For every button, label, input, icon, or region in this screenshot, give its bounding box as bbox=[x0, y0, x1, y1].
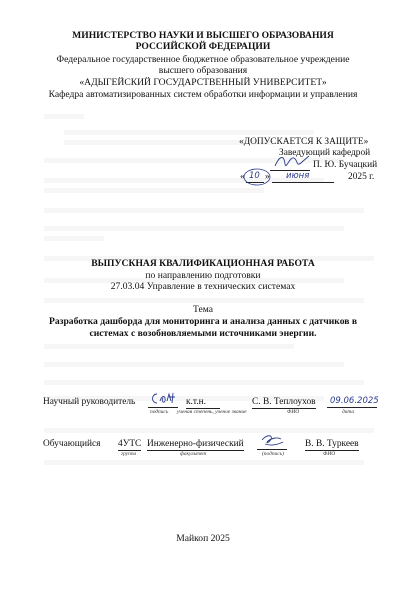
institution-line-2: высшего образования bbox=[158, 65, 248, 76]
caption-student-signature: (подпись) bbox=[262, 451, 284, 457]
caption-faculty: факультет bbox=[180, 451, 207, 457]
thesis-title-page: МИНИСТЕРСТВО НАУКИ И ВЫСШЕГО ОБРАЗОВАНИЯ РОССИЙСКОЙ ФЕДЕРАЦИИ Федеральное государственное бюджетное образовательное учреждение высшего образования «АДЫГЕЙСКИЙ ГОСУДАРСТВЕННЫЙ УНИВЕРСИТЕТ» Кафедра автоматизированных систем обработки информации и управления «ДОПУСКАЕТСЯ К ЗАЩИТЕ» Заведующий кафедрой П. Ю. Бучацкий « 10 » июня 2025 г. ВЫПУСКНАЯ КВАЛИФИКАЦИОННАЯ РАБОТА по направлению подготовки 27.03.04 Управление в технических системах Тема Разработка дашборда для мониторинга и анализа данных с датчиков в системах с возобновляемыми источниками энергии. Научный руководитель к.т.н. С. В. Теплоухов 09.06.2025 подпись ученая степень, ученое звание ФИО дата Обучающийся 4УТС Инженерно-физический В. В. Туркеев группа факультет (подпись) ФИО Майкоп 2025 bbox=[0, 0, 406, 602]
head-signature bbox=[272, 152, 312, 172]
department-name: Кафедра автоматизированных систем обработки информации и управления bbox=[48, 89, 358, 100]
caption-group: группа bbox=[121, 451, 137, 457]
supervisor-date: 09.06.2025 bbox=[330, 396, 379, 406]
student-name: В. В. Туркеев bbox=[305, 439, 359, 449]
supervisor-signature-line bbox=[148, 407, 178, 408]
date-year: 2025 г. bbox=[348, 172, 375, 182]
caption-student-name: ФИО bbox=[323, 451, 336, 457]
topic-label: Тема bbox=[192, 304, 214, 315]
date-day-circle-mark bbox=[236, 166, 272, 188]
caption-name: ФИО bbox=[287, 409, 300, 415]
supervisor-signature bbox=[148, 389, 180, 407]
ministry-line-1: МИНИСТЕРСТВО НАУКИ И ВЫСШЕГО ОБРАЗОВАНИЯ bbox=[72, 30, 334, 41]
topic-line-1: Разработка дашборда для мониторинга и анализа данных с датчиков в bbox=[48, 316, 358, 327]
institution-line-1: Федеральное государственное бюджетное образовательное учреждение bbox=[56, 54, 350, 65]
approval-position: Заведующий кафедрой bbox=[279, 148, 371, 158]
date-day: 10 bbox=[249, 171, 260, 181]
student-label: Обучающийся bbox=[43, 439, 101, 449]
head-name: П. Ю. Бучацкий bbox=[313, 160, 378, 170]
caption-signature: подпись bbox=[150, 409, 169, 415]
city-year: Майкоп 2025 bbox=[176, 533, 230, 544]
student-faculty: Инженерно-физический bbox=[147, 439, 244, 449]
topic-line-2: системах с возобновляемыми источниками энергии. bbox=[89, 328, 317, 339]
ministry-line-2: РОССИЙСКОЙ ФЕДЕРАЦИИ bbox=[135, 41, 271, 52]
supervisor-date-line bbox=[327, 407, 377, 408]
student-signature bbox=[259, 432, 287, 450]
direction-label: по направлению подготовки bbox=[145, 270, 261, 281]
caption-date: дата bbox=[342, 409, 355, 415]
approval-title: «ДОПУСКАЕТСЯ К ЗАЩИТЕ» bbox=[239, 137, 369, 147]
university-name: «АДЫГЕЙСКИЙ ГОСУДАРСТВЕННЫЙ УНИВЕРСИТЕТ» bbox=[79, 77, 327, 88]
work-title: ВЫПУСКНАЯ КВАЛИФИКАЦИОННАЯ РАБОТА bbox=[91, 258, 315, 269]
caption-degree: ученая степень, ученое звание bbox=[177, 409, 247, 415]
supervisor-degree: к.т.н. bbox=[186, 397, 220, 409]
direction: 27.03.04 Управление в технических системах bbox=[110, 281, 296, 292]
student-group: 4УТС bbox=[118, 439, 142, 449]
date-month: июня bbox=[286, 171, 310, 181]
supervisor-name: С. В. Теплоухов bbox=[252, 397, 316, 407]
supervisor-label: Научный руководитель bbox=[43, 397, 136, 407]
